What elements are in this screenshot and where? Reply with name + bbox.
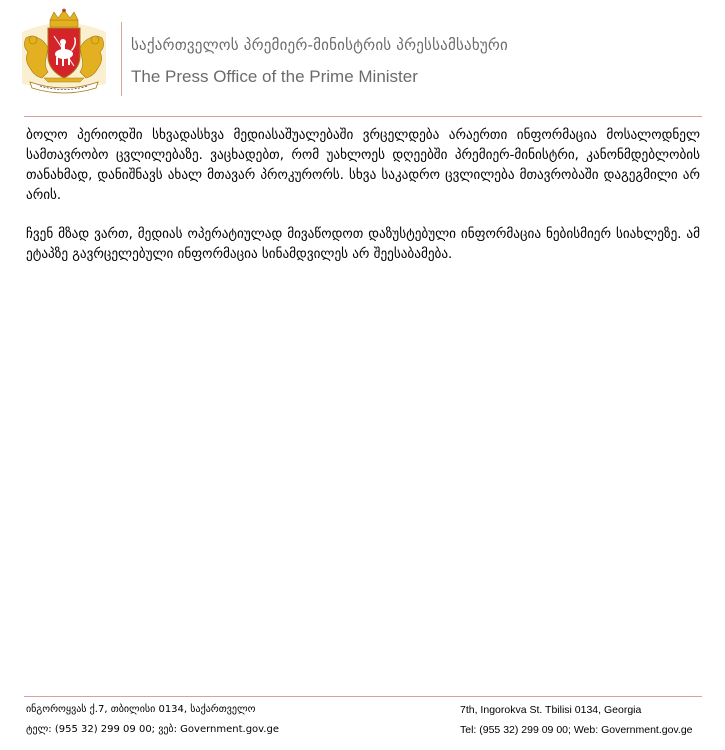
- statement-body: [26, 126, 700, 284]
- press-office-title-english: The Press Office of the Prime Minister: [131, 67, 418, 86]
- footer-address-georgian: ინგოროყვას ქ.7, თბილისი 0134, საქართველო: [26, 704, 256, 715]
- footer-divider: [24, 696, 702, 697]
- header-vertical-divider: [121, 22, 122, 96]
- statement-paragraph-2: ჩვენ მზად ვართ, მედიას ოპერატიულად მივაწოდოთ დაზუსტებული ინფორმაცია ნებისმიერ სიახლეზე. ამ ეტაპზე გავრცელებული ინფორმაცია სინამდვილეს არ შეესაბამება.: [26, 227, 700, 262]
- statement-paragraph-1: ბოლო პერიოდში სხვადასხვა მედიასაშუალებაში ვრცელდება არაერთი ინფორმაცია მოსალოდნელ სამთავრობო ცვლილებაზე. ვაცხადებთ, რომ უახლოეს დღეებში პრემიერ-მინისტრი, კანონმდებლობის თანახმად, დანიშნავს ახალ მთავარ პროკურორს. სხვა საკადრო ცვლილება მთავრობაში დაგეგმილი არ არის.: [26, 128, 700, 203]
- header-divider: [24, 116, 702, 117]
- georgia-coat-of-arms-icon: [14, 8, 114, 98]
- press-office-title-georgian: საქართველოს პრემიერ-მინისტრის პრესსამსახური: [131, 36, 509, 54]
- footer-contact-english: Tel: (955 32) 299 09 00; Web: Government.gov.ge: [460, 724, 693, 736]
- footer-contact-georgian: ტელ: (955 32) 299 09 00; ვებ: Government.gov.ge: [26, 724, 279, 735]
- footer-address-english: 7th, Ingorokva St. Tbilisi 0134, Georgia: [460, 704, 642, 716]
